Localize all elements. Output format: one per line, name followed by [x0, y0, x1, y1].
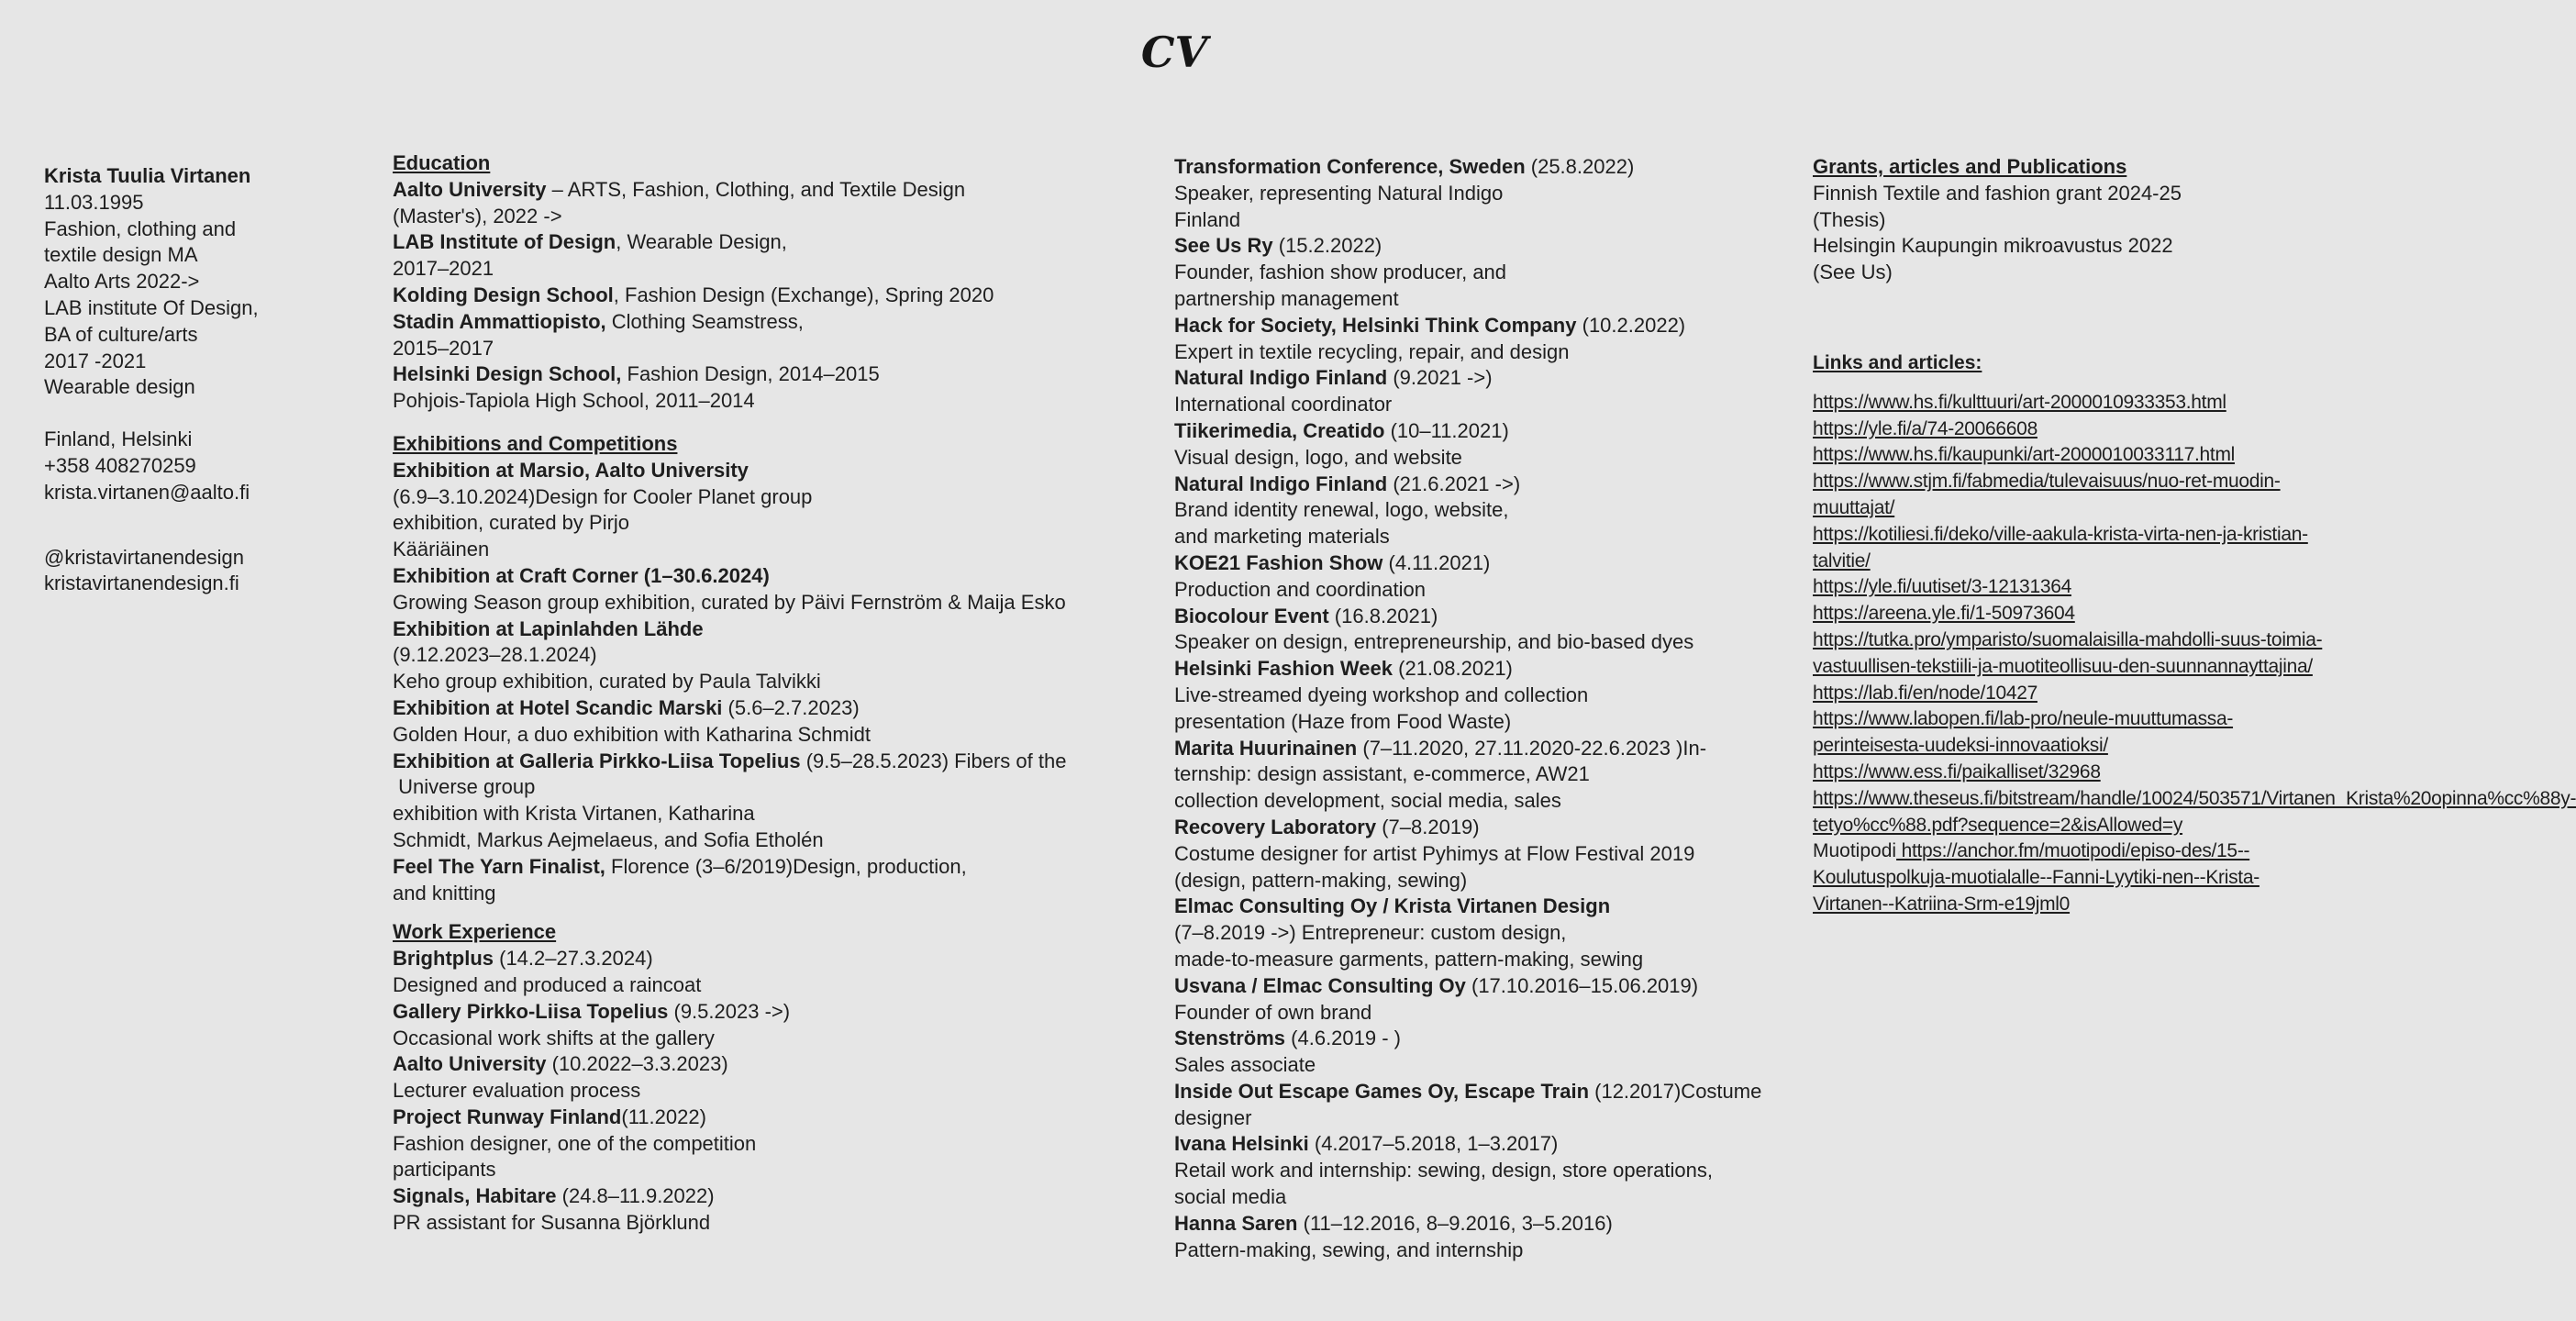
entry-detail: (14.2–27.3.2024): [494, 947, 653, 971]
entry-detail: (10.2022–3.3.2023): [546, 1052, 728, 1076]
entry-title-line: [393, 1183, 1163, 1210]
cv-entry: [393, 1051, 1163, 1105]
entry-detail-line: Growing Season group exhibition, curated by Päivi Fernström & Maija Esko: [393, 590, 1066, 614]
entry-detail-line: Occasional work shifts at the gallery: [393, 1026, 715, 1049]
entry-title: Transformation Conference, Sweden: [1174, 155, 1526, 178]
cv-entry: [1174, 815, 1816, 894]
entry-title: Marita Huurinainen: [1174, 736, 1358, 760]
entry-detail-line: International coordinator: [1174, 393, 1393, 416]
education-exhibitions-work: [393, 150, 1163, 1237]
entry-title: Natural Indigo Finland: [1174, 472, 1388, 495]
entry-detail-line: presentation (Haze from Food Waste): [1174, 709, 1512, 733]
cv-entry: [393, 309, 1163, 362]
entry-title: Brightplus: [393, 947, 494, 971]
cv-entry: [1174, 154, 1816, 233]
entry-detail: (25.8.2022): [1525, 155, 1635, 178]
entry-detail: (4.2017–5.2018, 1–3.2017): [1308, 1132, 1559, 1156]
entry-detail: – ARTS, Fashion, Clothing, and Textile Design: [546, 177, 966, 201]
education-list: [393, 177, 1163, 415]
entry-title: Kolding Design School: [393, 283, 614, 306]
entry-title-line: [1174, 736, 1816, 762]
entry-detail: (4.6.2019 - ): [1285, 1027, 1401, 1050]
cv-entry: [1174, 894, 1816, 972]
entry-title: Aalto University: [393, 1052, 547, 1076]
entry-detail-line: social media: [1174, 1185, 1287, 1209]
podcast-label: Muotipodi: [1813, 840, 1897, 862]
entry-title: Aalto University: [393, 177, 547, 201]
entry-title: Stadin Ammattiopisto,: [393, 309, 606, 333]
entry-detail-line: Speaker on design, entrepreneurship, and bio-based dyes: [1174, 630, 1694, 654]
entry-title-line: [393, 229, 1163, 256]
cv-entry: [393, 695, 1163, 749]
entry-title: Hanna Saren: [1174, 1211, 1298, 1235]
entry-title: Exhibition at Lapinlahden Lähde: [393, 616, 704, 640]
entry-detail: (10–11.2021): [1384, 418, 1509, 442]
entry-title-line: [393, 616, 1163, 643]
article-link[interactable]: https://tutka.pro/ymparisto/suomalaisilla-mahdolli-suus-toimia-vastuullisen-tekstiili-ja-muotiteollisuu-den-suunnannayttajina/: [1813, 628, 2323, 677]
article-link[interactable]: https://www.labopen.fi/lab-pro/neule-muuttumassa-perinteisesta-uudeksi-innovaatioksi/: [1813, 708, 2234, 757]
entry-detail-line: PR assistant for Susanna Björklund: [393, 1211, 711, 1235]
grant-line: (See Us): [1813, 261, 1893, 284]
personal-line: textile design MA: [44, 243, 198, 267]
entry-detail-line: participants: [393, 1158, 496, 1182]
entry-detail-line: (6.9–3.10.2024)Design for Cooler Planet group: [393, 484, 813, 508]
entry-detail: (4.11.2021): [1382, 550, 1491, 574]
cv-entry: [393, 361, 1163, 415]
entry-title: Natural Indigo Finland: [1174, 366, 1388, 390]
grants-and-links: [1813, 154, 2576, 918]
cv-entry: [1174, 313, 1816, 366]
personal-line: BA of culture/arts: [44, 322, 198, 346]
entry-title-line: [1174, 313, 1816, 339]
entry-detail-line: ternship: design assistant, e-commerce, AW21: [1174, 762, 1590, 786]
cv-entry: [1174, 1079, 1816, 1132]
entry-title: Exhibition at Hotel Scandic Marski: [393, 695, 723, 719]
entry-detail: (11.2022): [621, 1105, 706, 1128]
cv-entry: [393, 1183, 1163, 1237]
spacer: [44, 532, 374, 545]
article-link[interactable]: https://www.hs.fi/kulttuuri/art-2000010933353.html: [1813, 391, 2226, 413]
entry-detail-line: Costume designer for artist Pyhimys at Flow Festival 2019: [1174, 841, 1695, 865]
cv-entry: [393, 563, 1163, 616]
entry-title: Signals, Habitare: [393, 1184, 557, 1208]
entry-title-line: [393, 946, 1163, 972]
grants-heading: Grants, articles and Publications: [1813, 155, 2127, 178]
phone: +358 408270259: [44, 453, 196, 477]
spacer: [393, 906, 1163, 919]
website: kristavirtanendesign.fi: [44, 572, 239, 595]
entry-title: Feel The Yarn Finalist,: [393, 854, 605, 878]
location: Finland, Helsinki: [44, 427, 193, 451]
entry-title-line: [1174, 656, 1816, 683]
article-link[interactable]: https://lab.fi/en/node/10427: [1813, 682, 2037, 704]
entry-title-line: [1174, 154, 1816, 181]
entry-detail: Clothing Seamstress,: [605, 309, 804, 333]
entry-title-line: [1174, 1211, 1816, 1238]
article-link[interactable]: https://www.hs.fi/kaupunki/art-2000010033117.html: [1813, 444, 2236, 466]
entry-title-line: [1174, 550, 1816, 577]
spacer: [44, 401, 374, 427]
cv-entry: [393, 458, 1163, 563]
grant-line: Finnish Textile and fashion grant 2024-25: [1813, 181, 2182, 205]
entry-title: Inside Out Escape Games Oy, Escape Train: [1174, 1079, 1590, 1103]
cv-entry: [1174, 1131, 1816, 1210]
entry-detail-line: Schmidt, Markus Aejmelaeus, and Sofia Etholén: [393, 827, 824, 851]
entry-title-line: [393, 563, 1163, 590]
entry-title: Ivana Helsinki: [1174, 1132, 1309, 1156]
entry-detail: (5.6–2.7.2023): [722, 695, 860, 719]
entry-title: Elmac Consulting Oy / Krista Virtanen Design: [1174, 894, 1611, 918]
cv-entry: [393, 999, 1163, 1052]
spacer: [1813, 286, 2326, 350]
entry-detail-line: Universe group: [393, 775, 536, 799]
entry-title-line: [1174, 973, 1816, 1000]
entry-detail: (7–8.2019): [1376, 815, 1480, 838]
entry-title-line: [393, 854, 1163, 881]
links-list: [1813, 390, 2576, 918]
spacer: [44, 506, 374, 532]
entry-title-line: [393, 695, 1163, 722]
entry-title: See Us Ry: [1174, 234, 1273, 258]
entry-detail-line: collection development, social media, sales: [1174, 789, 1561, 813]
entry-title-line: [1174, 233, 1816, 260]
cv-entry: [1174, 604, 1816, 657]
grant-line: Helsingin Kaupungin mikroavustus 2022: [1813, 234, 2173, 258]
entry-detail-line: exhibition, curated by Pirjo: [393, 511, 630, 535]
entry-title-line: [1174, 365, 1816, 392]
entry-detail: Fashion Design, 2014–2015: [621, 362, 880, 386]
cv-entry: [1174, 656, 1816, 735]
instagram-handle: @kristavirtanendesign: [44, 545, 244, 569]
entry-title: Usvana / Elmac Consulting Oy: [1174, 973, 1466, 997]
entry-detail-line: and knitting: [393, 881, 496, 905]
entry-detail-line: designer: [1174, 1105, 1252, 1129]
entry-detail-line: Pattern-making, sewing, and internship: [1174, 1238, 1524, 1261]
entry-title-line: [1174, 1026, 1816, 1052]
entry-title: Gallery Pirkko-Liisa Topelius: [393, 999, 669, 1023]
entry-title-line: [393, 1105, 1163, 1131]
entry-title: KOE21 Fashion Show: [1174, 550, 1383, 574]
email: krista.virtanen@aalto.fi: [44, 480, 250, 504]
entry-detail: (17.10.2016–15.06.2019): [1465, 973, 1699, 997]
entry-title-line: [393, 361, 1163, 388]
cv-entry: [393, 283, 1163, 309]
exhibitions-list: [393, 458, 1163, 907]
experience-list-2: [1174, 154, 1816, 1263]
page-title: CV: [1140, 28, 1208, 77]
entry-title: Tiikerimedia, Creatido: [1174, 418, 1385, 442]
spacer: [1813, 377, 2326, 390]
podcast-link[interactable]: https://anchor.fm/muotipodi/episo-des/15--Koulutuspolkuja-muotialalle--Fanni-Lyytiki-nen--Krista-Virtanen--Katriina-Srm-e19jml0: [1813, 840, 2260, 915]
entry-detail: (12.2017)Costume: [1589, 1079, 1762, 1103]
article-link[interactable]: https://areena.yle.fi/1-50973604: [1813, 603, 2075, 625]
personal-line: 11.03.1995: [44, 190, 144, 214]
cv-entry: [1174, 1026, 1816, 1079]
entry-detail: (9.5.2023 ->): [668, 999, 791, 1023]
exhibitions-heading: Exhibitions and Competitions: [393, 431, 678, 455]
entry-title-line: [393, 309, 1163, 336]
entry-title: Project Runway Finland: [393, 1105, 622, 1128]
article-link[interactable]: https://www.theseus.fi/bitstream/handle/10024/503571/Virtanen_Krista%20opinna%cc%88y-tetyo%cc%88.pdf?sequence=2&isAllowed=y: [1813, 787, 2576, 836]
cv-entry: [393, 177, 1163, 230]
cv-entry: [1174, 736, 1816, 815]
entry-detail: (24.8–11.9.2022): [556, 1184, 715, 1208]
cv-entry: [393, 854, 1163, 907]
entry-title: Recovery Laboratory: [1174, 815, 1377, 838]
entry-detail: (21.08.2021): [1393, 657, 1513, 681]
entry-detail-line: Pohjois-Tapiola High School, 2011–2014: [393, 389, 755, 413]
work-heading: Work Experience: [393, 920, 557, 944]
grant-line: (Thesis): [1813, 207, 1886, 231]
entry-detail-line: Brand identity renewal, logo, website,: [1174, 498, 1509, 522]
entry-detail-line: (design, pattern-making, sewing): [1174, 868, 1468, 892]
entry-title-line: [393, 999, 1163, 1026]
entry-detail-line: 2017–2021: [393, 257, 494, 281]
entry-detail-line: Golden Hour, a duo exhibition with Katharina Schmidt: [393, 722, 871, 746]
personal-info: [44, 163, 374, 597]
entry-detail: (15.2.2022): [1272, 234, 1382, 258]
entry-title-line: [1174, 472, 1816, 498]
entry-title: Exhibition at Galleria Pirkko-Liisa Topelius: [393, 749, 801, 772]
cv-entry: [393, 616, 1163, 695]
personal-line: LAB institute Of Design,: [44, 295, 259, 319]
cv-entry: [1174, 550, 1816, 604]
personal-line: Aalto Arts 2022->: [44, 270, 200, 294]
article-link[interactable]: https://www.stjm.fi/fabmedia/tulevaisuus/nuo-ret-muodin-muuttajat/: [1813, 471, 2281, 518]
entry-title-line: [1174, 418, 1816, 445]
entry-title-line: [1174, 1131, 1816, 1158]
entry-title: Helsinki Fashion Week: [1174, 657, 1393, 681]
entry-title: Hack for Society, Helsinki Think Company: [1174, 313, 1577, 337]
cv-entry: [393, 1105, 1163, 1183]
entry-title-line: [393, 458, 1163, 484]
personal-line: Fashion, clothing and: [44, 216, 237, 240]
cv-entry: [393, 229, 1163, 283]
cv-entry: [1174, 365, 1816, 418]
personal-line: 2017 -2021: [44, 349, 147, 372]
entry-detail: Florence (3–6/2019)Design, production,: [605, 854, 967, 878]
links-heading: Links and articles:: [1813, 351, 1982, 373]
cv-entry: [1174, 233, 1816, 312]
article-link[interactable]: https://kotiliesi.fi/deko/ville-aakula-krista-virta-nen-ja-kristian-talvitie/: [1813, 523, 2308, 572]
entry-title-line: [1174, 894, 1816, 920]
entry-title-line: [393, 1051, 1163, 1078]
entry-detail-line: (7–8.2019 ->) Entrepreneur: custom design,: [1174, 921, 1567, 945]
entry-detail-line: made-to-measure garments, pattern-making, sewing: [1174, 947, 1644, 971]
cv-entry: [1174, 472, 1816, 550]
entry-detail: , Wearable Design,: [616, 230, 787, 254]
cv-entry: [393, 946, 1163, 999]
entry-title: Helsinki Design School,: [393, 362, 622, 386]
article-link[interactable]: https://yle.fi/a/74-20066608: [1813, 417, 2037, 439]
entry-title-line: [393, 283, 1163, 309]
entry-title: Biocolour Event: [1174, 604, 1329, 627]
entry-title-line: [1174, 604, 1816, 630]
entry-detail-line: Sales associate: [1174, 1053, 1316, 1077]
entry-detail-line: Visual design, logo, and website: [1174, 445, 1462, 469]
entry-title-line: [1174, 1079, 1816, 1105]
entry-detail: (11–12.2016, 8–9.2016, 3–5.2016): [1297, 1211, 1613, 1235]
entry-title-line: [393, 749, 1163, 775]
entry-detail-line: Fashion designer, one of the competition: [393, 1131, 757, 1155]
entry-detail-line: Finland: [1174, 207, 1241, 231]
entry-detail-line: 2015–2017: [393, 336, 494, 360]
education-heading: Education: [393, 151, 491, 174]
person-name: Krista Tuulia Virtanen: [44, 164, 251, 187]
entry-detail-line: Expert in textile recycling, repair, and design: [1174, 339, 1570, 363]
entry-title: LAB Institute of Design: [393, 230, 616, 254]
entry-detail: (10.2.2022): [1576, 313, 1686, 337]
cv-entry: [1174, 1211, 1816, 1264]
article-link[interactable]: https://www.ess.fi/paikalliset/32968: [1813, 760, 2101, 783]
entry-detail: , Fashion Design (Exchange), Spring 2020: [613, 283, 994, 306]
entry-detail-line: Production and coordination: [1174, 577, 1426, 601]
article-link[interactable]: https://yle.fi/uutiset/3-12131364: [1813, 576, 2071, 598]
cv-entry: [393, 749, 1163, 854]
entry-detail-line: Retail work and internship: sewing, design, store operations,: [1174, 1159, 1713, 1182]
entry-detail-line: exhibition with Krista Virtanen, Katharina: [393, 802, 755, 826]
work-list: [393, 946, 1163, 1237]
entry-detail: (9.5–28.5.2023) Fibers of the: [800, 749, 1067, 772]
podcast-line: [1813, 838, 2326, 917]
personal-line: Wearable design: [44, 375, 195, 399]
entry-detail-line: Designed and produced a raincoat: [393, 972, 702, 996]
cv-entry: [1174, 973, 1816, 1027]
entry-detail-line: (9.12.2023–28.1.2024): [393, 643, 597, 667]
entry-detail-line: partnership management: [1174, 286, 1399, 310]
entry-detail: (9.2021 ->): [1387, 366, 1493, 390]
entry-detail-line: (Master's), 2022 ->: [393, 204, 562, 228]
entry-detail-line: Founder, fashion show producer, and: [1174, 261, 1507, 284]
entry-detail-line: and marketing materials: [1174, 525, 1390, 549]
entry-title-line: [393, 177, 1163, 204]
cv-entry: [1174, 418, 1816, 472]
entry-title: Exhibition at Marsio, Aalto University: [393, 458, 749, 482]
entry-detail-line: Live-streamed dyeing workshop and collection: [1174, 683, 1589, 706]
entry-detail-line: Founder of own brand: [1174, 1000, 1372, 1024]
entry-title-line: [1174, 815, 1816, 841]
entry-detail-line: Kääriäinen: [393, 538, 490, 561]
entry-title: Stenströms: [1174, 1027, 1286, 1050]
experience2-list: [1174, 154, 1816, 1263]
entry-detail: (21.6.2021 ->): [1387, 472, 1521, 495]
entry-detail-line: Lecturer evaluation process: [393, 1079, 641, 1103]
entry-detail: (7–11.2020, 27.11.2020-22.6.2023 )In-: [1357, 736, 1707, 760]
entry-detail: (16.8.2021): [1328, 604, 1438, 627]
spacer: [393, 415, 1163, 431]
entry-title: Exhibition at Craft Corner (1–30.6.2024): [393, 563, 770, 587]
entry-detail-line: Speaker, representing Natural Indigo: [1174, 181, 1504, 205]
entry-detail-line: Keho group exhibition, curated by Paula Talvikki: [393, 670, 821, 694]
